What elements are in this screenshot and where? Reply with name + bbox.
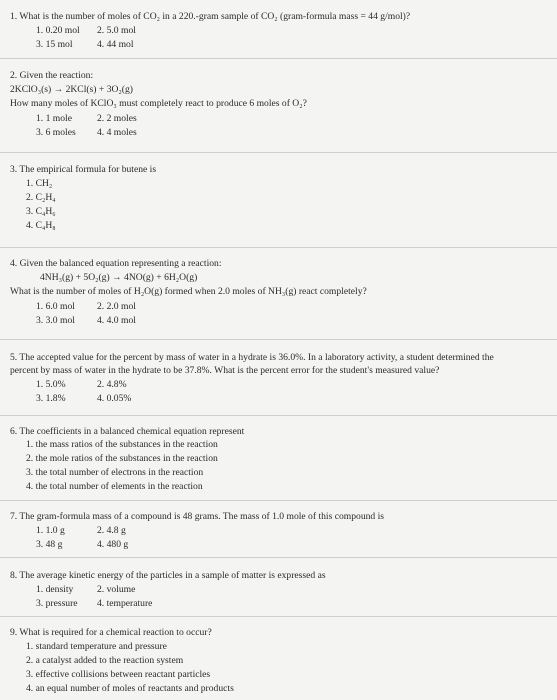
question-2-prompt: How many moles of KClO₃ must completely react to produce 6 moles of O₂? xyxy=(10,98,307,109)
question-3-choice-2: 2. C₂H₄ xyxy=(26,192,56,203)
question-3-text: 3. The empirical formula for butene is xyxy=(10,164,157,175)
question-6-choice-1: 1. the mass ratios of the substances in the reaction xyxy=(26,439,218,450)
question-7-choice-2: 2. 4.8 g xyxy=(97,525,126,536)
question-7-choice-1: 1. 1.0 g xyxy=(36,525,65,536)
question-8-choice-4: 4. temperature xyxy=(97,598,153,609)
question-7-choice-3: 3. 48 g xyxy=(36,539,63,550)
question-5-choice-4: 4. 0.05% xyxy=(97,393,132,404)
question-7-text: 7. The gram-formula mass of a compound is 48 grams. The mass of 1.0 mole of this compound is xyxy=(10,511,385,522)
question-9 xyxy=(0,617,557,700)
question-5-choice-1: 1. 5.0% xyxy=(36,379,66,390)
question-4-choice-4: 4. 4.0 mol xyxy=(97,315,136,326)
question-2-text: 2. Given the reaction: xyxy=(10,70,94,81)
question-9-text: 9. What is required for a chemical reaction to occur? xyxy=(10,627,212,638)
question-3-choice-1: 1. CH₂ xyxy=(26,178,53,189)
question-9-choice-4: 4. an equal number of moles of reactants and products xyxy=(26,683,234,694)
question-1-choice-1: 1. 0.20 mol xyxy=(36,25,80,36)
question-2-choice-2: 2. 2 moles xyxy=(97,113,137,124)
question-4-choice-3: 3. 3.0 mol xyxy=(36,315,75,326)
question-4-equation: 4NH₃(g) + 5O₂(g) → 4NO(g) + 6H₂O(g) xyxy=(40,272,198,283)
question-6-choice-2: 2. the mole ratios of the substances in the reaction xyxy=(26,453,218,464)
question-5-text-cont: percent by mass of water in the hydrate to be 37.8%. What is the percent error for the student's measured value? xyxy=(10,365,440,376)
question-5-choice-2: 2. 4.8% xyxy=(97,379,127,390)
question-1 xyxy=(0,0,557,60)
question-9-choice-3: 3. effective collisions between reactant particles xyxy=(26,669,211,680)
question-3-choice-3: 3. C₄H₆ xyxy=(26,206,56,217)
question-2 xyxy=(0,59,557,158)
question-3 xyxy=(0,153,557,253)
question-8-choice-3: 3. pressure xyxy=(36,598,78,609)
question-9-choice-2: 2. a catalyst added to the reaction system xyxy=(26,655,184,666)
question-8-choice-1: 1. density xyxy=(36,584,74,595)
question-6 xyxy=(0,416,557,503)
question-8 xyxy=(0,558,557,616)
question-5-text: 5. The accepted value for the percent by mass of water in a hydrate is 36.0%. In a laboratory activity, a student determined the xyxy=(10,352,494,363)
question-2-equation: 2KClO₃(s) → 2KCl(s) + 3O₂(g) xyxy=(10,84,133,95)
question-4-choice-1: 1. 6.0 mol xyxy=(36,301,75,312)
question-1-choice-3: 3. 15 mol xyxy=(36,39,73,50)
question-7-choice-4: 4. 480 g xyxy=(97,539,129,550)
question-8-text: 8. The average kinetic energy of the particles in a sample of matter is expressed as xyxy=(10,570,326,581)
question-6-choice-4: 4. the total number of elements in the reaction xyxy=(26,481,203,492)
question-1-choice-2: 2. 5.0 mol xyxy=(97,25,136,36)
question-5-choice-3: 3. 1.8% xyxy=(36,393,66,404)
question-3-choice-4: 4. C₄H₈ xyxy=(26,220,56,231)
question-1-choice-4: 4. 44 mol xyxy=(97,39,134,50)
question-2-choice-1: 1. 1 mole xyxy=(36,113,72,124)
question-4 xyxy=(0,248,557,343)
question-4-choice-2: 2. 2.0 mol xyxy=(97,301,136,312)
question-6-text: 6. The coefficients in a balanced chemical equation represent xyxy=(10,426,245,437)
question-2-choice-3: 3. 6 moles xyxy=(36,127,76,138)
question-2-choice-4: 4. 4 moles xyxy=(97,127,137,138)
question-9-choice-1: 1. standard temperature and pressure xyxy=(26,641,167,652)
question-6-choice-3: 3. the total number of electrons in the reaction xyxy=(26,467,204,478)
question-7 xyxy=(0,501,557,557)
question-1-text: 1. What is the number of moles of CO₂ in a 220.-gram sample of CO₂ (gram-formula mass = 44 g/mol)? xyxy=(10,11,411,22)
question-8-choice-2: 2. volume xyxy=(97,584,136,595)
question-4-prompt: What is the number of moles of H₂O(g) formed when 2.0 moles of NH₃(g) react completely? xyxy=(10,286,367,297)
question-5 xyxy=(0,340,557,422)
question-4-text: 4. Given the balanced equation representing a reaction: xyxy=(10,258,222,269)
